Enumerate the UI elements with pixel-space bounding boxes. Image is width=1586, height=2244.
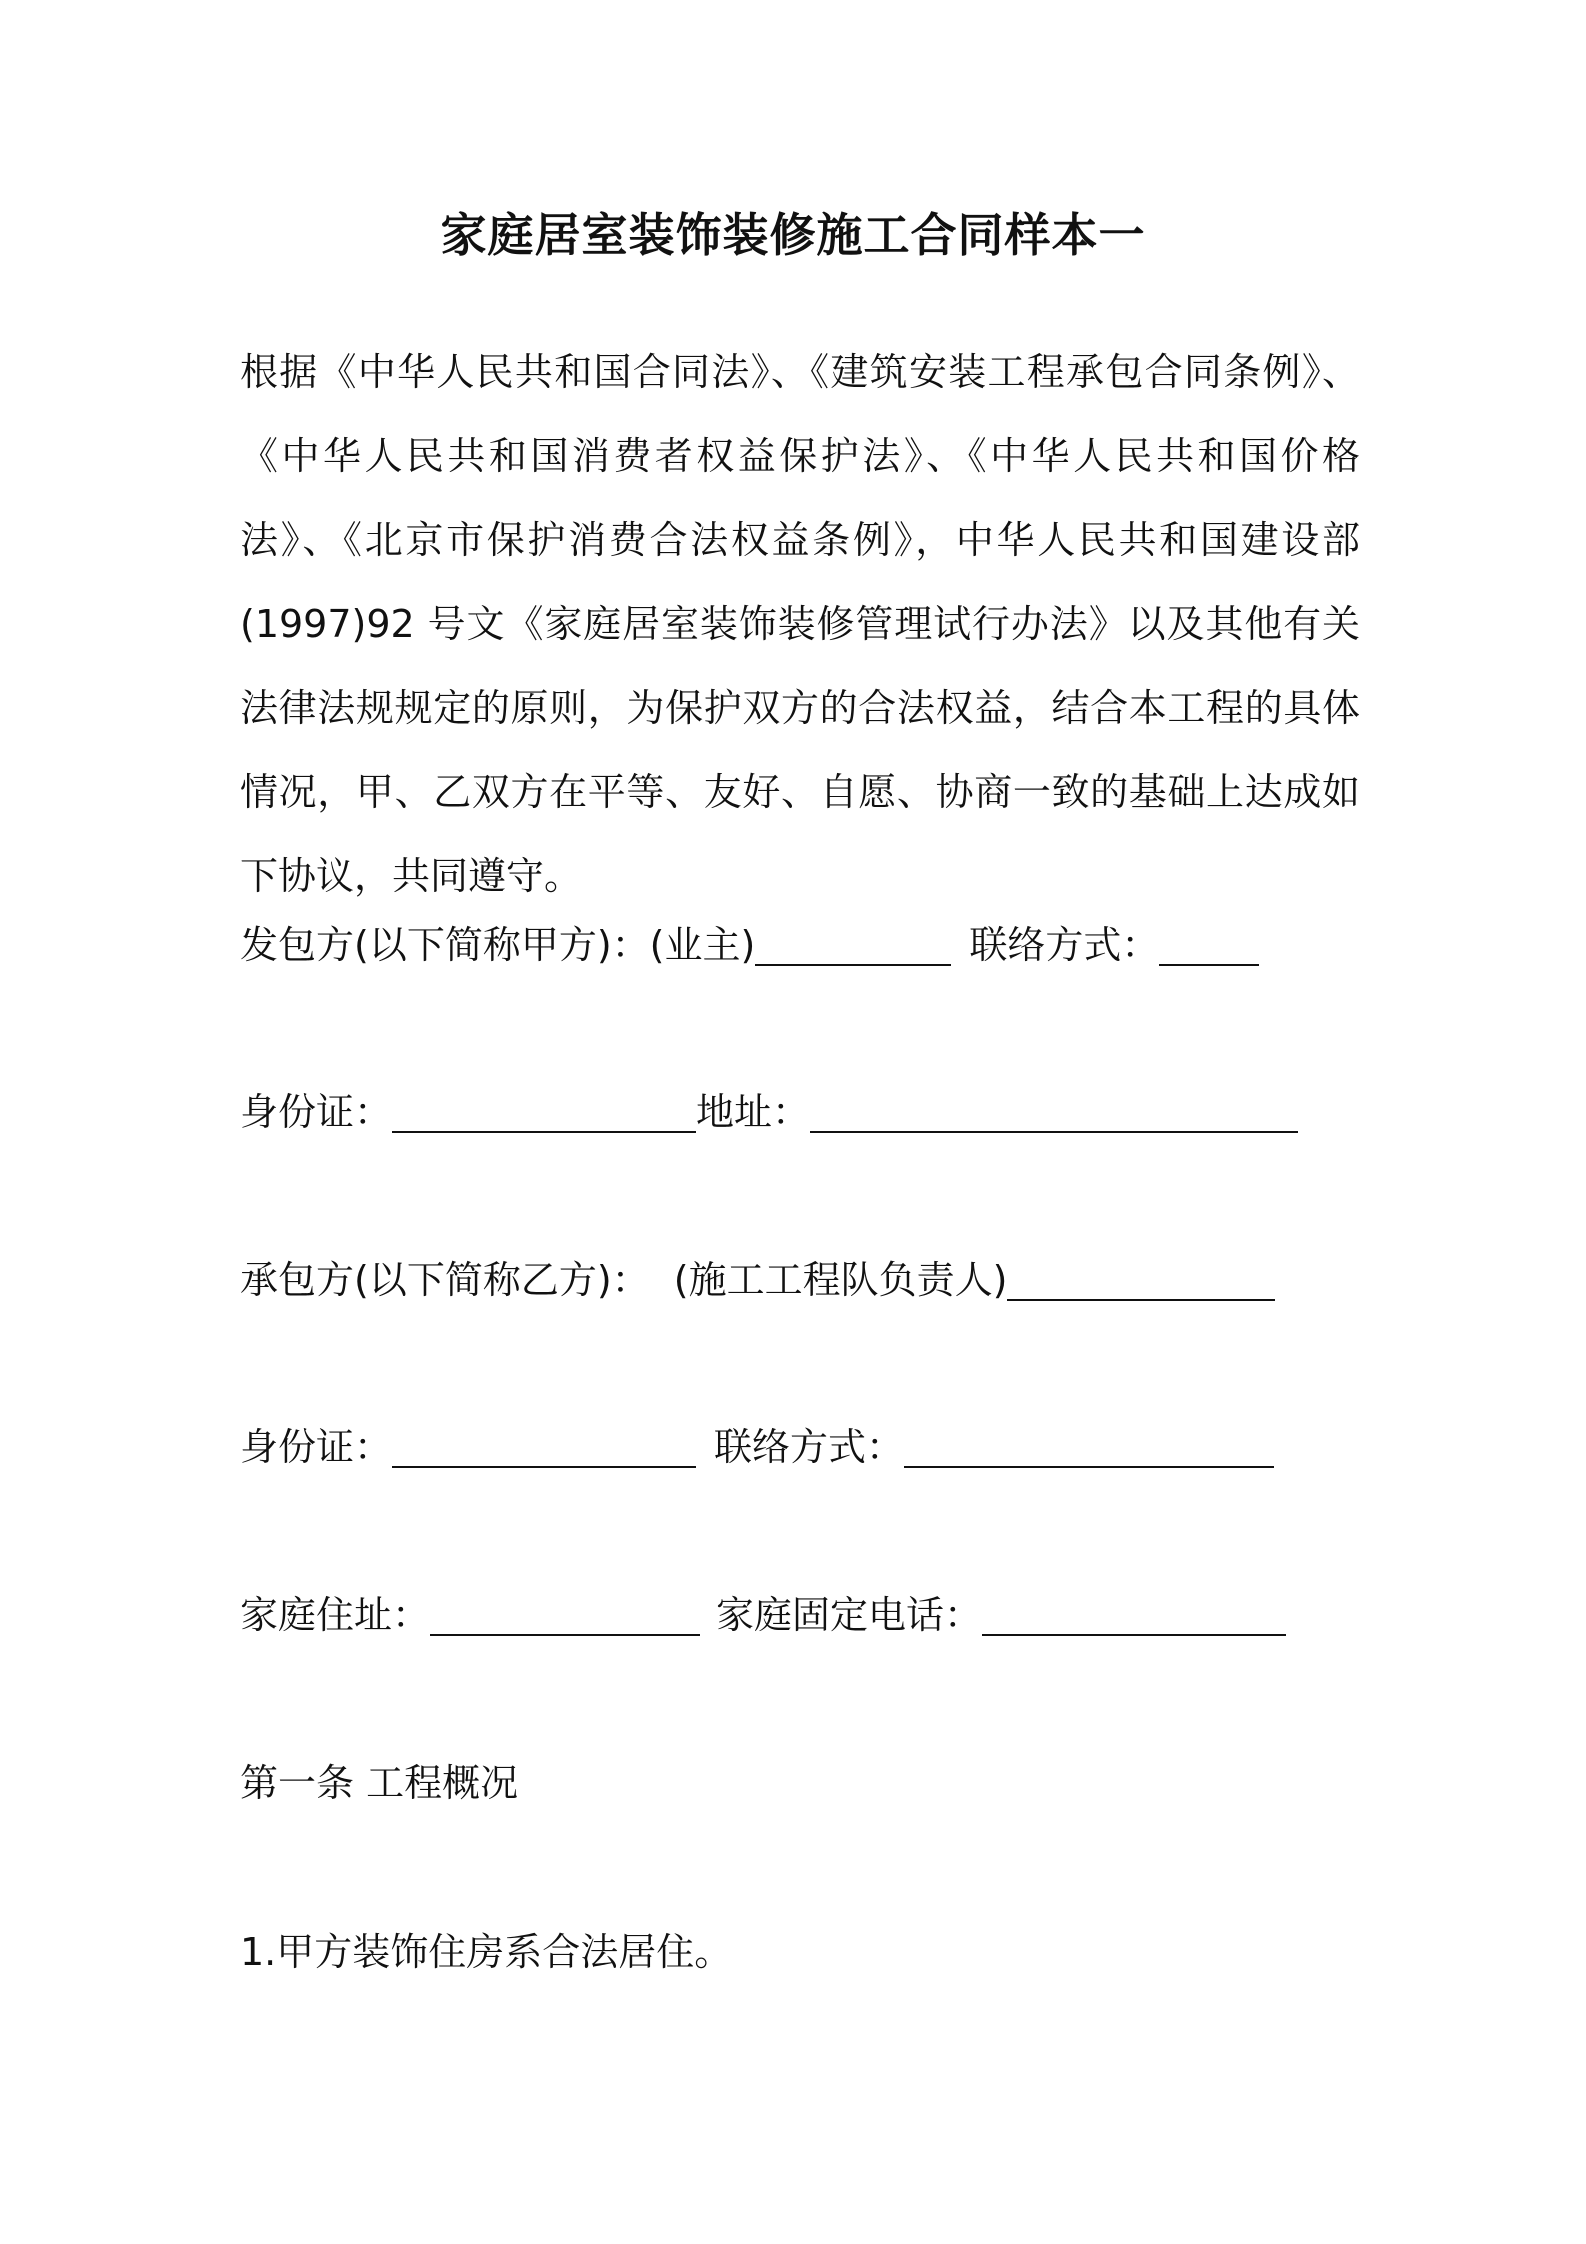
party-a-address-field[interactable] — [810, 1091, 1298, 1133]
party-a-id-row — [240, 1085, 1298, 1139]
party-b-label: 承包方(以下简称乙方)： (施工工程队负责人) — [240, 1258, 1008, 1302]
party-a-name-field[interactable] — [755, 924, 951, 966]
party-b-row — [240, 1253, 1275, 1307]
home-address-label: 家庭住址： — [240, 1593, 431, 1637]
party-b-contact-field[interactable] — [904, 1426, 1274, 1468]
home-phone-field[interactable] — [982, 1594, 1286, 1636]
party-a-contact-field[interactable] — [1159, 924, 1259, 966]
party-b-home-row — [240, 1588, 1286, 1642]
party-a-contact-label: 联络方式： — [969, 923, 1160, 967]
intro-paragraph: 根据《中华人民共和国合同法》、《建筑安装工程承包合同条例》、《中华人民共和国消费者权益保护法》、《中华人民共和国价格法》、《北京市保护消费合法权益条例》，中华人民共和国建设部(1997)92 号文《家庭居室装饰装修管理试行办法》以及其他有关法律法规规定的原则，为保护双方的合法权益，结合本工程的具体情况，甲、乙双方在平等、友好、自愿、协商一致的基础上达成如下协议，共同遵守。 — [240, 350, 1360, 898]
home-phone-label: 家庭固定电话： — [716, 1593, 983, 1637]
party-b-id-row — [240, 1420, 1274, 1474]
party-b-contact-label: 联络方式： — [714, 1425, 905, 1469]
party-a-label: 发包方(以下简称甲方)：(业主) — [240, 923, 756, 967]
document-title: 家庭居室装饰装修施工合同样本一 — [440, 208, 1146, 262]
article-1-item-1: 1.甲方装饰住房系合法居住。 — [240, 1930, 733, 1974]
party-b-id-label: 身份证： — [240, 1425, 393, 1469]
party-a-row — [240, 918, 1259, 972]
party-a-id-label: 身份证： — [240, 1090, 393, 1134]
party-b-id-field[interactable] — [392, 1426, 696, 1468]
home-address-field[interactable] — [430, 1594, 700, 1636]
party-a-address-label: 地址： — [696, 1090, 811, 1134]
party-b-name-field[interactable] — [1007, 1259, 1275, 1301]
party-a-id-field[interactable] — [392, 1091, 696, 1133]
article-1-heading: 第一条 工程概况 — [240, 1761, 519, 1805]
